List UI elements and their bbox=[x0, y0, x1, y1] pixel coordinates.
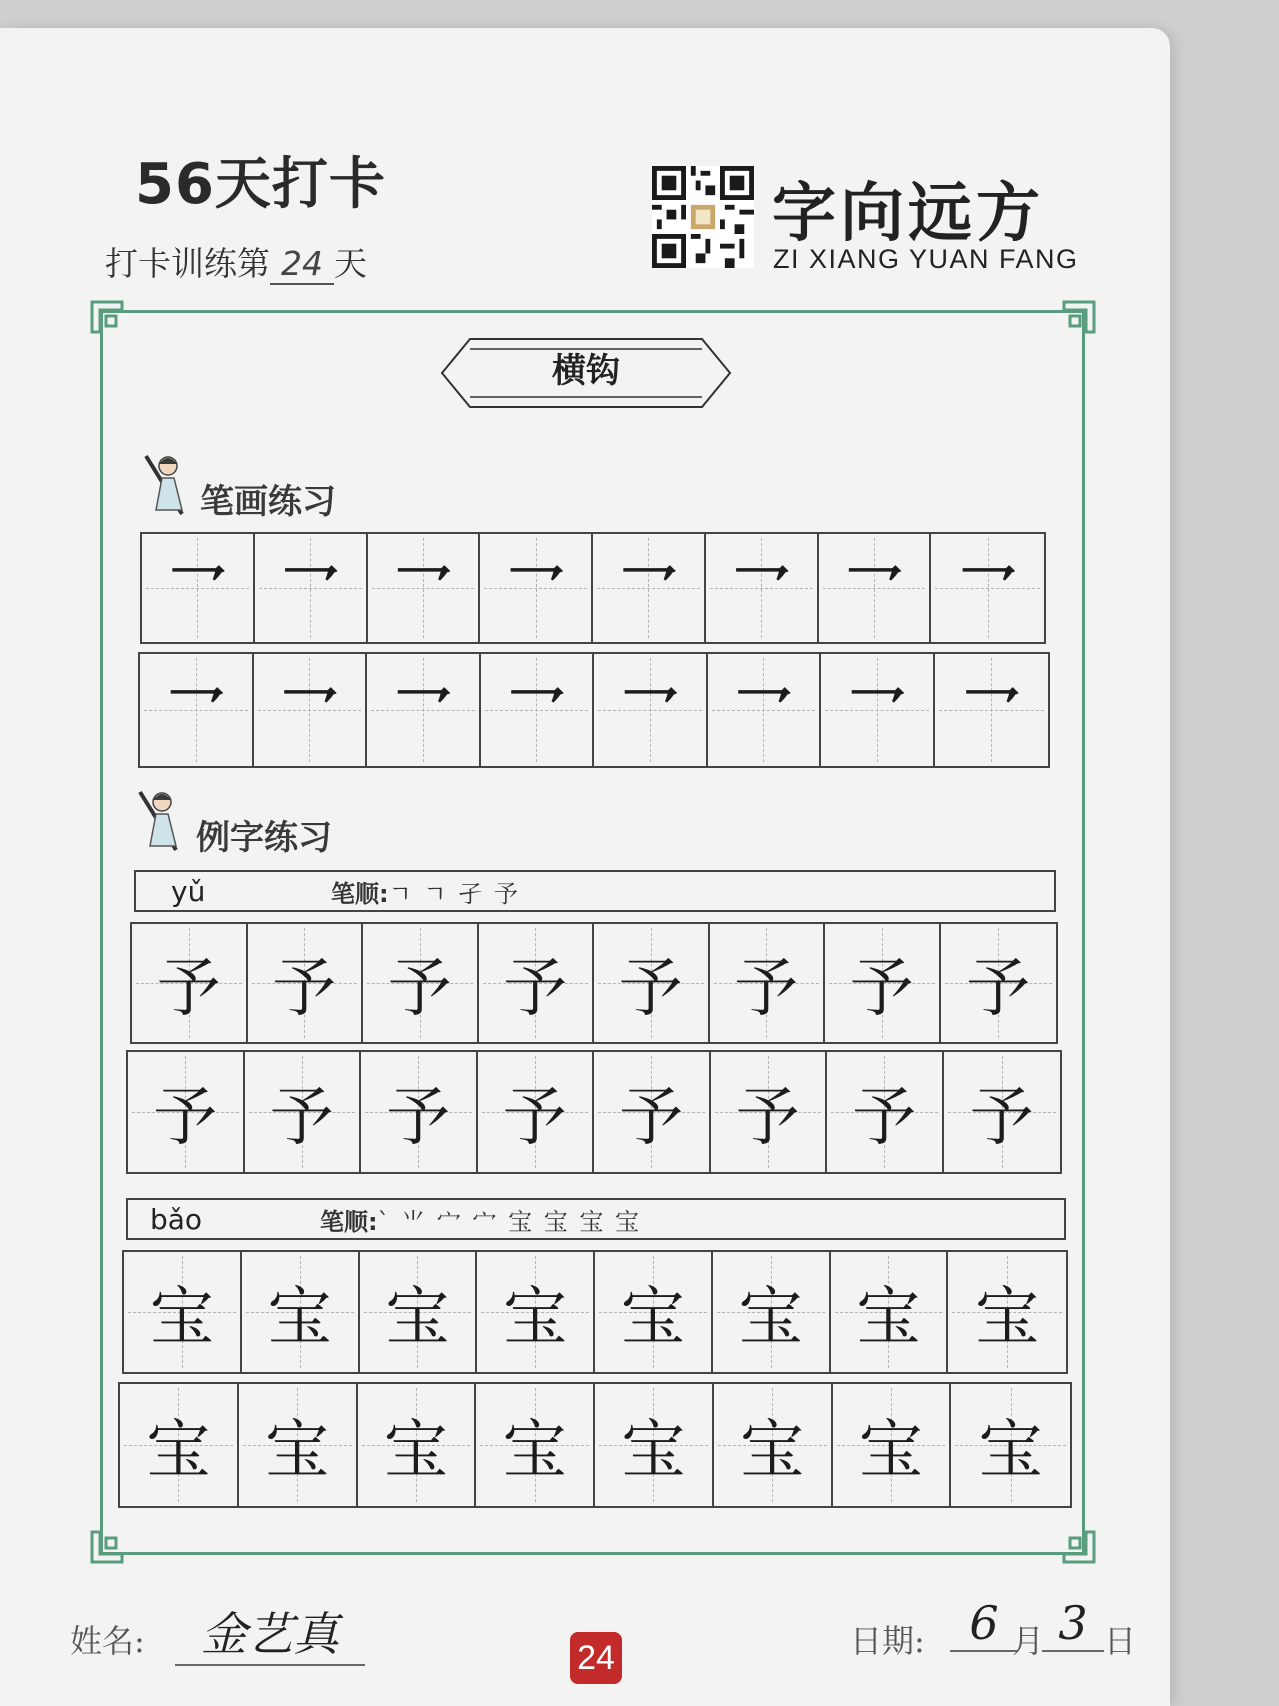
practice-cell: 予 bbox=[128, 1052, 245, 1172]
student-name-signature: 金艺真 bbox=[175, 1598, 365, 1666]
corner-ornament-icon bbox=[1052, 300, 1096, 344]
stroke-order-label: 笔顺: bbox=[320, 1207, 378, 1236]
subtitle-suffix: 天 bbox=[334, 244, 367, 283]
brand-logo-chinese: 字向远方 bbox=[772, 176, 1044, 251]
stroke-order: ㄱ ㄱ 孑 予 bbox=[388, 879, 520, 908]
lesson-title: 横钩 bbox=[552, 351, 620, 391]
day-number: 24 bbox=[270, 244, 334, 285]
practice-cell: 宝 bbox=[242, 1252, 360, 1372]
practice-cell: 宝 bbox=[360, 1252, 478, 1372]
practice-cell: 予 bbox=[479, 924, 595, 1042]
practice-cell: 宝 bbox=[239, 1384, 358, 1506]
qr-code-icon bbox=[652, 166, 754, 268]
example-section-title: 例字练习 bbox=[196, 818, 332, 858]
practice-cell: 予 bbox=[825, 924, 941, 1042]
character-row bbox=[130, 922, 1058, 1044]
pinyin-bar bbox=[126, 1198, 1066, 1240]
practice-cell: 宝 bbox=[120, 1384, 239, 1506]
practice-cell: 宝 bbox=[476, 1384, 595, 1506]
practice-cell: 乛 bbox=[142, 534, 255, 642]
stroke-row-2 bbox=[138, 652, 1050, 768]
practice-cell: 乛 bbox=[708, 654, 822, 766]
practice-cell: 予 bbox=[827, 1052, 944, 1172]
practice-cell: 宝 bbox=[831, 1252, 949, 1372]
practice-cell: 乛 bbox=[140, 654, 254, 766]
practice-cell: 宝 bbox=[595, 1252, 713, 1372]
scholar-avatar-icon bbox=[142, 452, 196, 518]
practice-cell: 予 bbox=[941, 924, 1057, 1042]
practice-cell: 予 bbox=[361, 1052, 478, 1172]
stroke-section-title: 笔画练习 bbox=[200, 482, 336, 522]
practice-cell: 宝 bbox=[833, 1384, 952, 1506]
practice-cell: 宝 bbox=[477, 1252, 595, 1372]
scholar-avatar-icon bbox=[136, 788, 190, 854]
character-row bbox=[122, 1250, 1068, 1374]
stroke-order-label: 笔顺: bbox=[331, 879, 389, 908]
practice-cell: 乛 bbox=[367, 654, 481, 766]
character-row bbox=[118, 1382, 1072, 1508]
date-label: 日期: bbox=[850, 1622, 925, 1660]
practice-cell: 宝 bbox=[124, 1252, 242, 1372]
practice-cell: 宝 bbox=[358, 1384, 477, 1506]
date-month: 6 bbox=[950, 1596, 1018, 1652]
practice-cell: 乛 bbox=[931, 534, 1044, 642]
practice-cell: 予 bbox=[132, 924, 248, 1042]
practice-cell: 予 bbox=[245, 1052, 362, 1172]
practice-cell: 予 bbox=[594, 924, 710, 1042]
practice-cell: 予 bbox=[711, 1052, 828, 1172]
practice-cell: 予 bbox=[478, 1052, 595, 1172]
pinyin: yǔ bbox=[171, 874, 206, 908]
name-label: 姓名: bbox=[70, 1622, 145, 1660]
corner-ornament-icon bbox=[90, 300, 134, 344]
practice-cell: 宝 bbox=[713, 1252, 831, 1372]
practice-cell: 乛 bbox=[593, 534, 706, 642]
page-title: 56天打卡 bbox=[135, 152, 386, 217]
practice-cell: 宝 bbox=[948, 1252, 1066, 1372]
practice-cell: 乛 bbox=[935, 654, 1049, 766]
practice-cell: 乛 bbox=[594, 654, 708, 766]
practice-cell: 乛 bbox=[819, 534, 932, 642]
practice-cell: 乛 bbox=[368, 534, 481, 642]
corner-ornament-icon bbox=[90, 1520, 134, 1564]
practice-cell: 宝 bbox=[595, 1384, 714, 1506]
pinyin-bar bbox=[134, 870, 1056, 912]
page-number-badge: 24 bbox=[570, 1632, 622, 1684]
practice-cell: 予 bbox=[248, 924, 364, 1042]
practice-cell: 宝 bbox=[714, 1384, 833, 1506]
practice-cell: 乛 bbox=[254, 654, 368, 766]
day-unit: 日 bbox=[1104, 1622, 1137, 1660]
stroke-order: ` ⺌ 宀 宀 宝 宝 宝 宝 bbox=[377, 1207, 642, 1236]
practice-cell: 宝 bbox=[951, 1384, 1070, 1506]
practice-cell: 予 bbox=[363, 924, 479, 1042]
practice-cell: 予 bbox=[710, 924, 826, 1042]
subtitle-prefix: 打卡训练第 bbox=[105, 244, 270, 283]
date-day: 3 bbox=[1042, 1596, 1104, 1652]
practice-cell: 乛 bbox=[255, 534, 368, 642]
practice-cell: 乛 bbox=[480, 534, 593, 642]
practice-cell: 乛 bbox=[481, 654, 595, 766]
stroke-row-1 bbox=[140, 532, 1046, 644]
month-unit: 月 bbox=[1012, 1622, 1045, 1660]
practice-cell: 予 bbox=[594, 1052, 711, 1172]
practice-cell: 乛 bbox=[821, 654, 935, 766]
corner-ornament-icon bbox=[1052, 1520, 1096, 1564]
character-row bbox=[126, 1050, 1062, 1174]
practice-cell: 予 bbox=[944, 1052, 1061, 1172]
pinyin: bǎo bbox=[150, 1202, 203, 1236]
day-subtitle bbox=[105, 238, 367, 285]
brand-logo-english: ZI XIANG YUAN FANG bbox=[773, 244, 1079, 274]
practice-cell: 乛 bbox=[706, 534, 819, 642]
